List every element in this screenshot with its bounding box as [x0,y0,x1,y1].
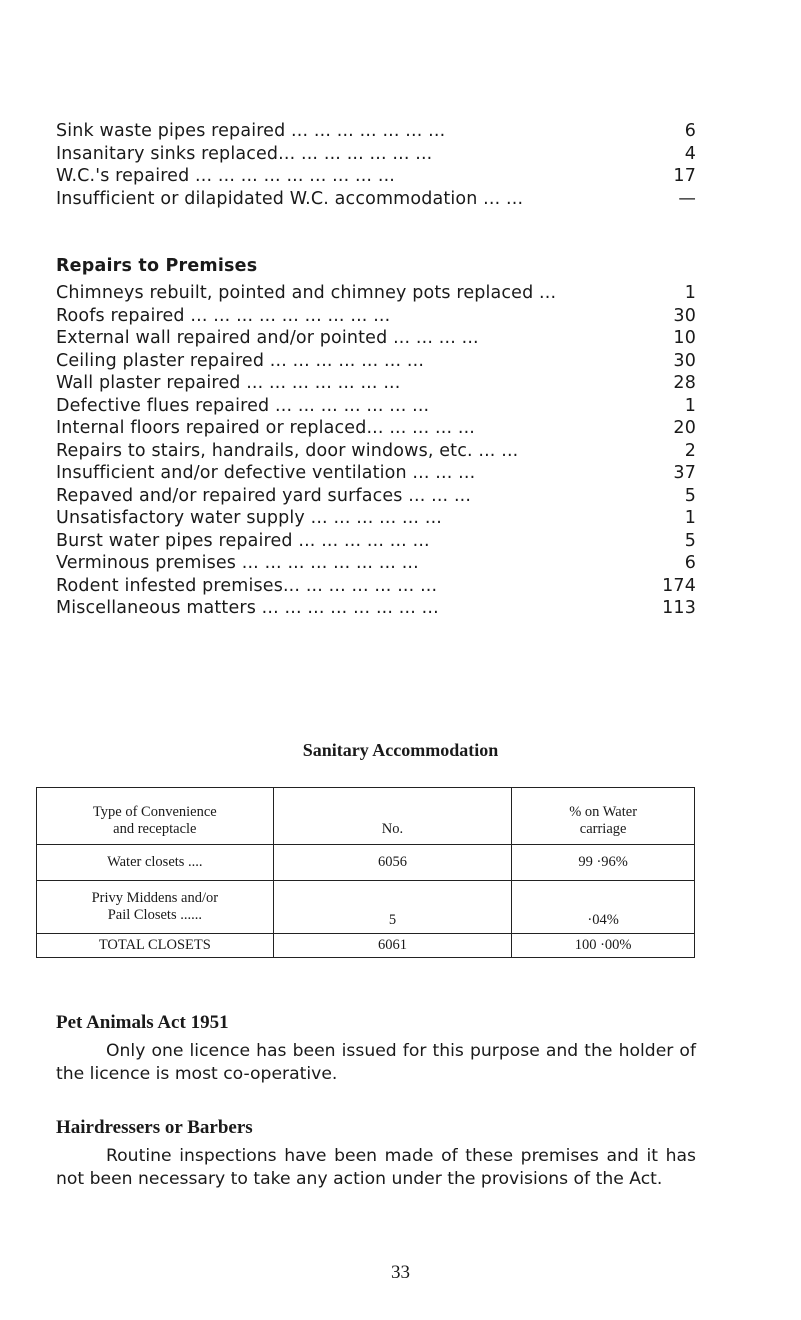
hairdressers-heading: Hairdressers or Barbers [56,1117,253,1138]
cell-no: 6056 [273,845,512,881]
item-value: 4 [684,143,696,164]
item-label: External wall repaired and/or pointed ... ... ... ... [56,328,479,348]
cell-type [37,845,274,881]
list-item [56,143,696,166]
item-label: Verminous premises ... ... ... ... ... ... ... ... [56,553,419,573]
item-value: 113 [662,598,696,618]
cell-pct: 99 ·96% [512,845,695,881]
cell-type: TOTAL CLOSETS [37,934,274,958]
item-value: 6 [684,553,696,573]
item-label: Insanitary sinks replaced... ... ... ... ... ... ... [56,143,433,164]
repairs-heading: Repairs to Premises [56,256,258,276]
pet-animals-heading: Pet Animals Act 1951 [56,1012,229,1033]
item-value: 20 [673,418,696,438]
table-header-row [37,788,695,845]
item-label: Ceiling plaster repaired ... ... ... ... ... ... ... [56,350,425,371]
table-row [37,881,695,934]
item-label: Defective flues repaired ... ... ... ... ... ... ... [56,395,430,416]
list-item [56,395,696,418]
cell-type-text: Water closets .... [107,854,203,870]
item-label: Insufficient and/or defective ventilation ... ... ... [56,463,476,483]
item-value: 174 [662,575,696,596]
header-pct-line2: carriage [579,821,627,837]
list-item [56,120,696,143]
header-no-label: No. [381,821,404,837]
list-item [56,372,696,395]
pet-animals-text: Only one licence has been issued for this purpose and the holder of the licence is most co-operative. [56,1041,696,1084]
item-value: 2 [684,440,696,461]
item-value: 30 [673,350,696,371]
item-value: 10 [673,328,696,348]
item-label: Wall plaster repaired ... ... ... ... ... ... ... [56,373,401,393]
item-label: Miscellaneous matters ... ... ... ... ... ... ... ... [56,598,439,618]
item-label: Burst water pipes repaired ... ... ... ... ... ... [56,530,430,551]
item-label: Rodent infested premises... ... ... ... ... ... ... [56,575,438,596]
item-value: 6 [684,121,696,141]
sanitary-table [36,787,695,958]
cell-pct: ·04% [512,881,695,934]
cell-type [37,881,274,934]
page-number: 33 [391,1262,410,1283]
header-type [37,788,274,845]
list-item [56,282,696,305]
table-row [37,845,695,881]
item-label: Repaved and/or repaired yard surfaces ... ... ... [56,485,472,506]
item-label: Chimneys rebuilt, pointed and chimney pots replaced ... [56,283,557,303]
list-item [56,417,696,440]
list-item [56,597,696,620]
list-item [56,350,696,373]
item-label: Insufficient or dilapidated W.C. accommodation ... ... [56,188,524,209]
item-value: 5 [684,485,696,506]
item-label: Repairs to stairs, handrails, door windows, etc. ... ... [56,440,519,461]
item-value: 1 [684,508,696,528]
item-label: W.C.'s repaired ... ... ... ... ... ... ... ... ... [56,166,395,186]
header-type-line1: Type of Convenience [92,804,217,820]
item-label: Internal floors repaired or replaced... ... ... ... ... [56,418,476,438]
cell-pct: 100 ·00% [512,934,695,958]
cell-type-line1: Privy Middens and/or [91,890,219,906]
item-label: Roofs repaired ... ... ... ... ... ... ... ... ... [56,305,391,326]
item-value: 30 [673,305,696,326]
list-item [56,552,696,575]
cell-type-line2: Pail Closets ...... [107,907,202,923]
list-item [56,530,696,553]
item-value: 37 [673,463,696,483]
sanitary-heading: Sanitary Accommodation [302,740,499,760]
list-item [56,305,696,328]
list-item [56,165,696,188]
list-item [56,575,696,598]
table-row [37,934,695,958]
hairdressers-text: Routine inspections have been made of these premises and it has not been necessary to take any action under the provisions of the Act. [56,1146,696,1189]
cell-no: 6061 [273,934,512,958]
header-pct-line1: % on Water [569,804,638,820]
item-value: 17 [673,166,696,186]
repairs-list-top [56,120,696,210]
item-value: 28 [673,373,696,393]
repairs-list [56,282,696,620]
header-no [273,788,512,845]
item-value: — [678,188,696,209]
header-pct [512,788,695,845]
list-item [56,507,696,530]
cell-no: 5 [273,881,512,934]
list-item [56,327,696,350]
list-item [56,485,696,508]
list-item [56,188,696,211]
list-item [56,462,696,485]
item-label: Unsatisfactory water supply ... ... ... ... ... ... [56,508,442,528]
item-value: 1 [684,395,696,416]
item-value: 5 [684,530,696,551]
item-label: Sink waste pipes repaired ... ... ... ... ... ... ... [56,121,446,141]
item-value: 1 [684,283,696,303]
list-item [56,440,696,463]
header-type-line2: and receptacle [113,821,197,837]
